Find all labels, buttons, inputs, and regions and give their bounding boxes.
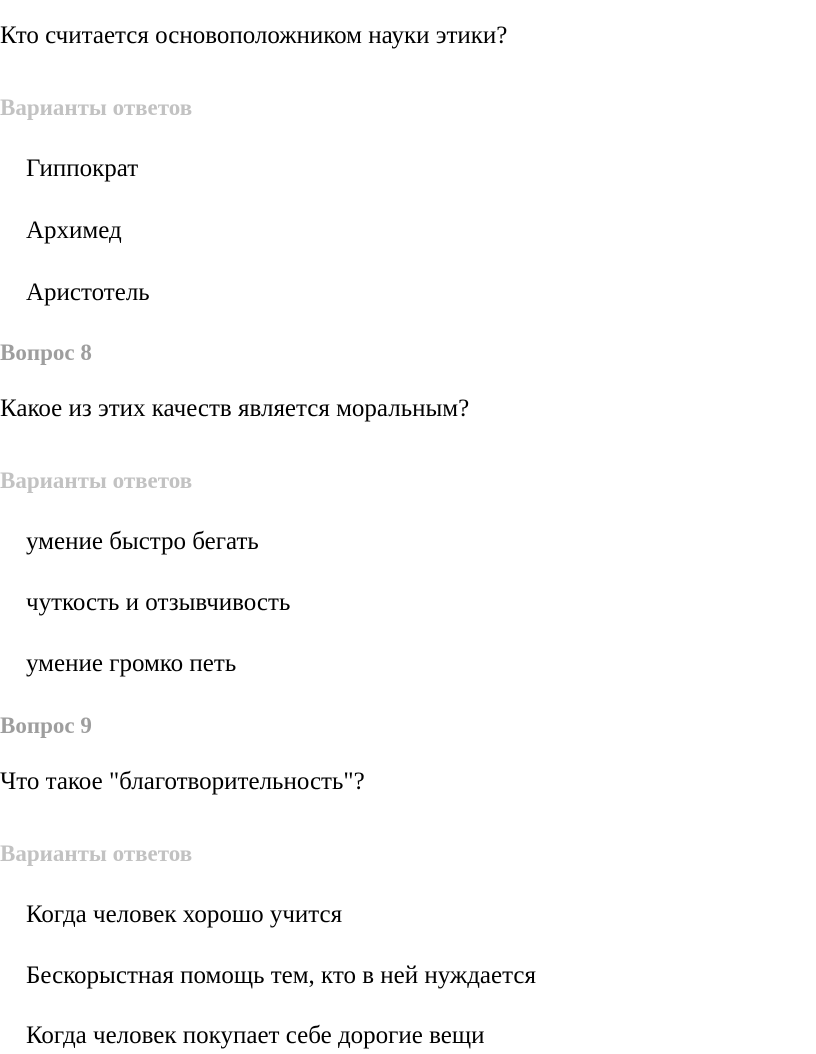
answers-label: Варианты ответов [0,468,193,493]
question-text: Какое из этих качеств является моральным? [0,395,470,422]
question-text: Что такое "благотворительность"? [0,768,365,795]
question-text: Кто считается основоположником науки этики? [0,22,508,49]
question-number: Вопрос 9 [0,713,92,738]
answer-option: Когда человек хорошо учится [26,901,343,928]
answer-option: Гиппократ [26,155,139,182]
answer-option: Аристотель [26,279,150,306]
answer-option: Бескорыстная помощь тем, кто в ней нуждается [26,962,536,989]
answer-option: чуткость и отзывчивость [26,589,291,616]
answer-option: умение громко петь [26,650,237,677]
answers-label: Варианты ответов [0,95,193,120]
question-number: Вопрос 8 [0,340,92,365]
answer-option: умение быстро бегать [26,528,259,555]
answer-option: Когда человек покупает себе дорогие вещи [26,1022,485,1049]
answer-option: Архимед [26,217,122,244]
answers-label: Варианты ответов [0,841,193,866]
